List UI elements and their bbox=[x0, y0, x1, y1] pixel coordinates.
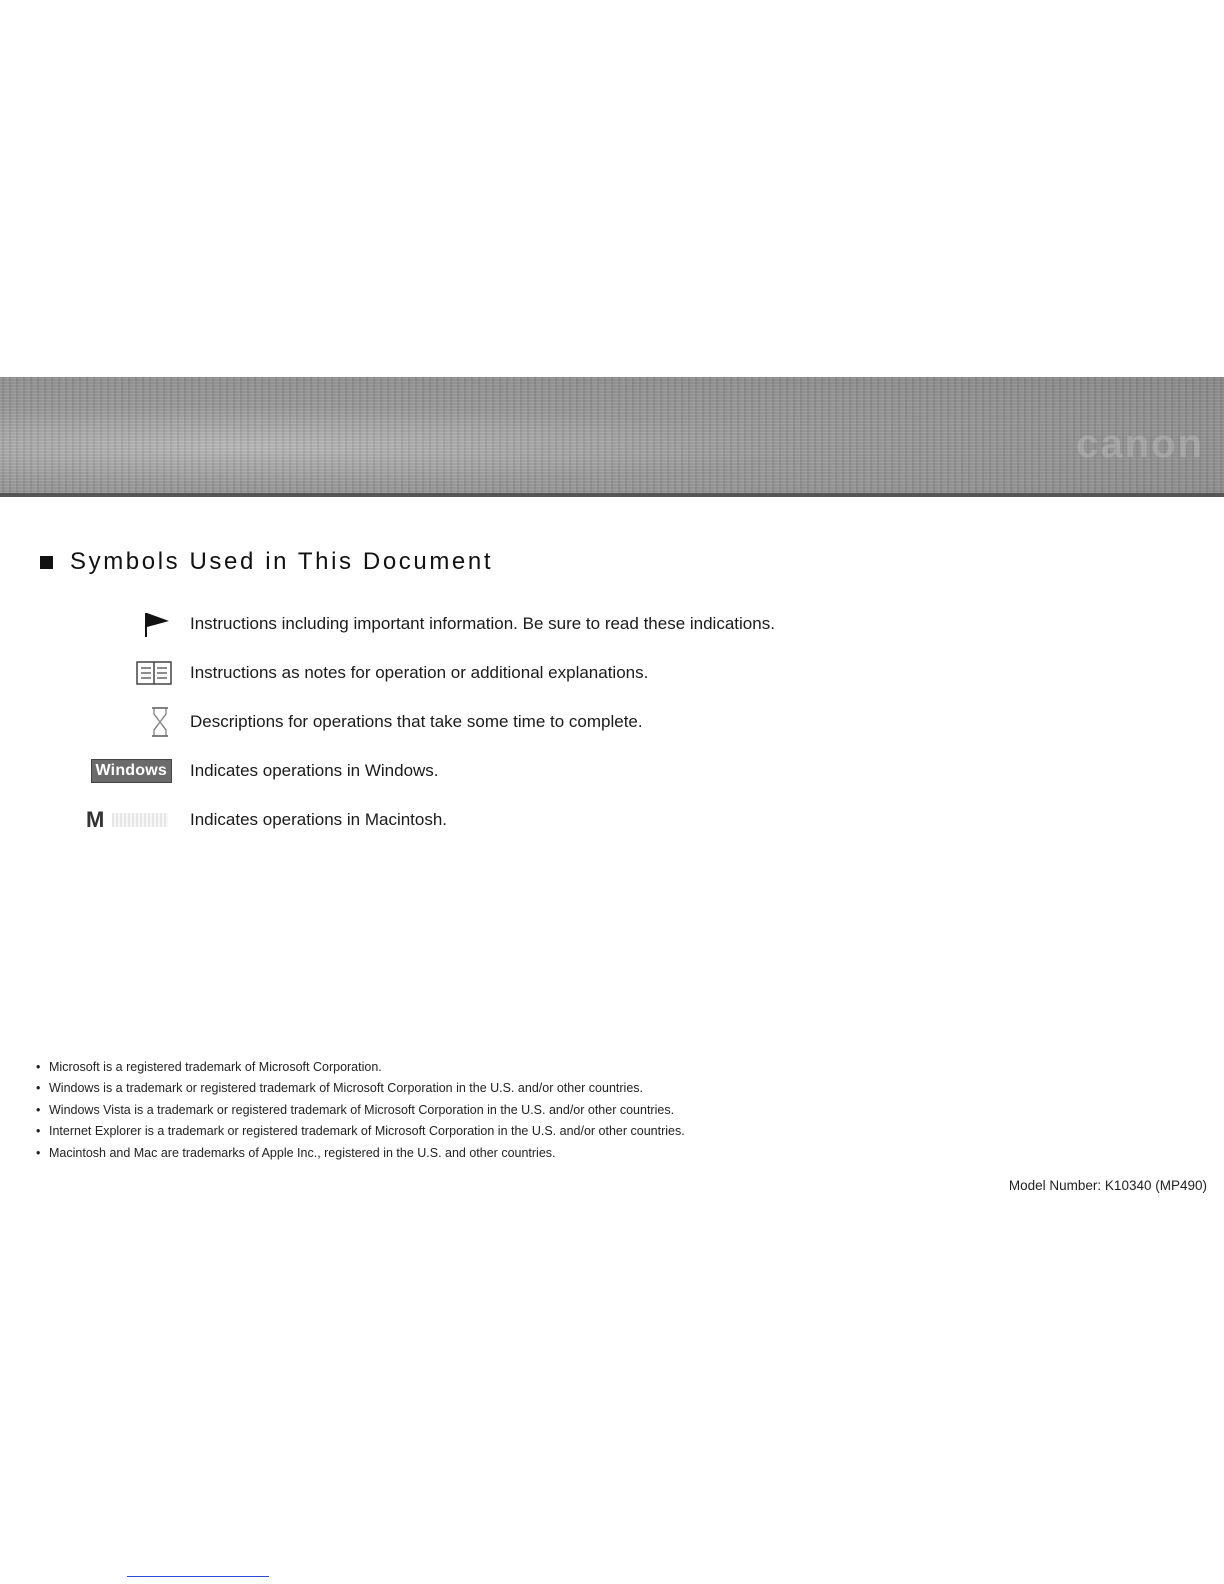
section-title: Symbols Used in This Document bbox=[70, 548, 494, 575]
link-underline bbox=[127, 1576, 269, 1577]
symbol-row-windows bbox=[0, 753, 1224, 789]
symbol-description: Descriptions for operations that take some time to complete. bbox=[190, 712, 643, 731]
symbol-row-macintosh bbox=[0, 802, 1224, 838]
trademark-item: • Microsoft is a registered trademark of Microsoft Corporation. bbox=[36, 1057, 685, 1078]
flag-icon bbox=[142, 606, 172, 642]
section-heading bbox=[40, 548, 493, 576]
symbol-description: Instructions including important information. Be sure to read these indications. bbox=[190, 614, 775, 633]
trademark-item: • Internet Explorer is a trademark or registered trademark of Microsoft Corporation in the U.S. and/or other countries. bbox=[36, 1121, 685, 1142]
symbol-row-note bbox=[0, 655, 1224, 691]
symbol-row-important bbox=[0, 606, 1224, 642]
trademark-list bbox=[36, 1057, 685, 1164]
model-number: Model Number: K10340 (MP490) bbox=[1008, 1178, 1207, 1193]
macintosh-badge-faded bbox=[112, 813, 168, 827]
symbol-description: Indicates operations in Macintosh. bbox=[190, 810, 448, 829]
windows-badge bbox=[91, 753, 172, 789]
symbol-description: Instructions as notes for operation or additional explanations. bbox=[190, 663, 649, 682]
trademark-item: • Windows is a trademark or registered trademark of Microsoft Corporation in the U.S. and/or other countries. bbox=[36, 1078, 685, 1099]
trademark-item: • Windows Vista is a trademark or registered trademark of Microsoft Corporation in the U.S. and/or other countries. bbox=[36, 1100, 685, 1121]
header-banner bbox=[0, 377, 1224, 497]
book-icon bbox=[136, 655, 172, 691]
trademark-item: • Macintosh and Mac are trademarks of Apple Inc., registered in the U.S. and other countries. bbox=[36, 1143, 685, 1164]
hourglass-icon bbox=[148, 704, 172, 740]
macintosh-badge bbox=[86, 802, 172, 838]
banner-watermark: canon bbox=[1076, 422, 1204, 466]
symbol-description: Indicates operations in Windows. bbox=[190, 761, 439, 780]
square-bullet-icon bbox=[40, 556, 53, 569]
macintosh-badge-label: M bbox=[86, 807, 105, 832]
windows-badge-label: Windows bbox=[91, 759, 172, 783]
symbol-row-time bbox=[0, 704, 1224, 740]
